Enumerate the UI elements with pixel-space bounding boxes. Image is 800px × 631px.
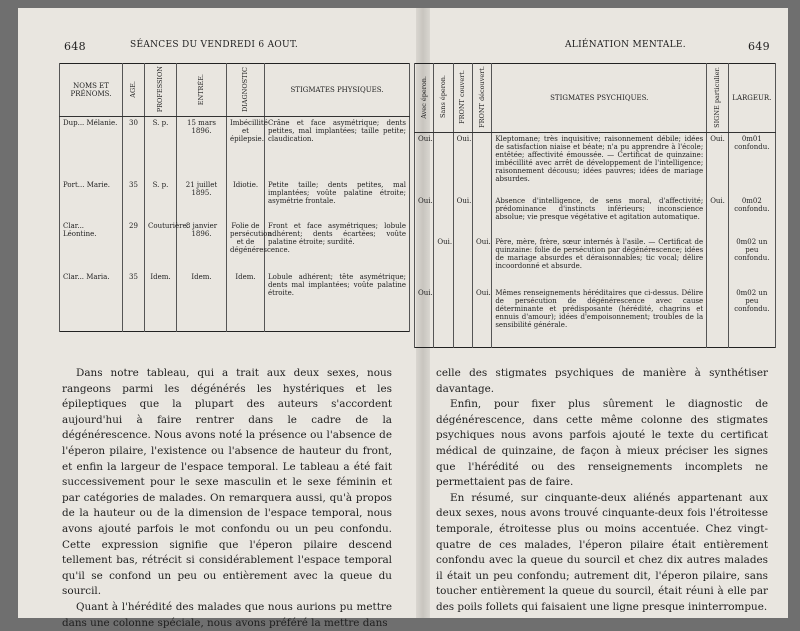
header-sans-eperon: Sans éperon. — [434, 64, 453, 133]
paragraph: Dans notre tableau, qui a trait aux deux sexes, nous rangeons parmi les dégénérés les hystériques et les épileptiques que la plupart des auteurs s'accordent aujourd'hui à faire rentrer dans le cadre de la dégénérescence. Nous avons noté la présence ou l'absence de l'éperon pilaire, l'existence ou l'absence de hauteur du front, et enfin la largeur de l'espace temporal. Le tableau a été fait successivement pour le sexe masculin et le sexe féminin et par catégories de malades. On remarquera aussi, qu'à propos de la hauteur ou de la dimension de l'espace temporal, nous avons ajouté parfois le mot confondu ou un peu confondu. Cette expression signifie que l'éperon pilaire descend tellement bas, rétrécit si considérablement l'espace temporal qu'il se confond un peu ou entièrement avec la queue du sourcil. — [62, 367, 392, 598]
cell-profession: Idem. — [145, 271, 177, 332]
cell-nom: Port... Marie. — [60, 179, 123, 220]
cell-front-decouvert: Oui. — [472, 287, 491, 348]
cell-stigmates-psychiques: Kleptomane; très inquisitive; raisonnement débile; idées de satisfaction niaise et béate; n'a pu apprendre à l'école; entêtée; affectivité émoussée. — Certificat de quinzaine: imbécillité avec arrêt de développement de l'intelligence; raisonnement décousu; idées pauvres; idées de mariage absurdes. — [492, 132, 707, 195]
cell-diagnostic: Imbécillité et épilepsie. — [227, 117, 265, 180]
cell-front-decouvert — [472, 195, 491, 236]
cell-front-couvert — [453, 236, 472, 287]
cell-front-couvert: Oui. — [453, 195, 472, 236]
table-row — [60, 220, 410, 271]
cell-nom: Clar... Léontine. — [60, 220, 123, 271]
table-row — [60, 271, 410, 332]
cell-entree: Idem. — [177, 271, 227, 332]
header-largeur: LARGEUR. — [728, 64, 775, 133]
right-page-number: 649 — [748, 40, 770, 53]
right-table — [414, 63, 776, 348]
cell-sans-eperon — [434, 195, 453, 236]
cell-largeur: 0m01 confondu. — [728, 132, 775, 195]
paragraph: Quant à l'hérédité des malades que nous aurions pu mettre dans une colonne spéciale, nous avons préféré la mettre dans — [62, 600, 392, 629]
cell-age: 35 — [123, 179, 145, 220]
header-avec-eperon: Avec éperon. — [415, 64, 434, 133]
cell-sans-eperon: Oui. — [434, 236, 453, 287]
cell-stigmates-psychiques: Père, mère, frère, sœur internés à l'asile. — Certificat de quinzaine: folie de persécution par dégénérescence; idées de mariage absurdes et déraisonnables; tic vocal; délire incoordonné et absurde. — [492, 236, 707, 287]
header-front-decouvert: FRONT découvert. — [472, 64, 491, 133]
right-table-header — [415, 64, 776, 133]
right-running-head: ALIÉNATION MENTALE. — [565, 40, 686, 50]
book-spread — [18, 8, 788, 629]
cell-largeur: 0m02 un peu confondu. — [728, 287, 775, 348]
cell-stigmates-physiques: Crâne et face asymétrique; dents petites, mal implantées; taille petite; claudication. — [265, 117, 410, 180]
cell-entree: 21 juillet 1895. — [177, 179, 227, 220]
cell-signe-particulier: Oui. — [707, 195, 728, 236]
cell-sans-eperon — [434, 132, 453, 195]
cell-front-decouvert — [472, 132, 491, 195]
cell-avec-eperon — [415, 236, 434, 287]
cell-diagnostic: Folie de persécution et de dégénérescence. — [227, 220, 265, 271]
table-row — [415, 195, 776, 236]
cell-signe-particulier — [707, 236, 728, 287]
cell-diagnostic: Idiotie. — [227, 179, 265, 220]
left-table — [59, 63, 410, 332]
right-body-text — [436, 366, 768, 616]
cell-largeur: 0m02 confondu. — [728, 195, 775, 236]
cell-stigmates-psychiques: Mêmes renseignements héréditaires que ci-dessus. Délire de persécution de dégénérescence avec cause déterminante et prédisposante (hérédité, chagrins et ennuis d'amour); idées d'empoisonnement; troubles de la sensibilité générale. — [492, 287, 707, 348]
header-stigmates-physiques: STIGMATES PHYSIQUES. — [265, 64, 410, 117]
table-row — [60, 179, 410, 220]
cell-nom: Dup... Mélanie. — [60, 117, 123, 180]
cell-entree: 15 mars 1896. — [177, 117, 227, 180]
header-entree: ENTRÉE. — [177, 64, 227, 117]
table-row — [415, 236, 776, 287]
cell-age: 30 — [123, 117, 145, 180]
cell-stigmates-physiques: Lobule adhérent; tête asymétrique; dents mal implantées; voûte palatine étroite. — [265, 271, 410, 332]
table-row — [415, 287, 776, 348]
paragraph: celle des stigmates psychiques de manière à synthétiser davantage. — [436, 367, 768, 395]
cell-largeur: 0m02 un peu confondu. — [728, 236, 775, 287]
cell-profession: S. p. — [145, 117, 177, 180]
cell-diagnostic: Idem. — [227, 271, 265, 332]
cell-stigmates-psychiques: Absence d'intelligence, de sens moral, d'affectivité; prédominance d'instincts inférieurs; inconscience absolue; vie presque végétative et agitation automatique. — [492, 195, 707, 236]
cell-profession: S. p. — [145, 179, 177, 220]
cell-entree: 8 janvier 1896. — [177, 220, 227, 271]
left-body-text — [62, 366, 392, 631]
header-age: AGE. — [123, 64, 145, 117]
left-page-number: 648 — [64, 40, 86, 53]
cell-age: 29 — [123, 220, 145, 271]
cell-avec-eperon: Oui. — [415, 132, 434, 195]
cell-sans-eperon — [434, 287, 453, 348]
header-signe-particulier: SIGNE particulier. — [707, 64, 728, 133]
cell-avec-eperon: Oui. — [415, 287, 434, 348]
header-stigmates-psychiques: STIGMATES PSYCHIQUES. — [492, 64, 707, 133]
cell-stigmates-physiques: Front et face asymétriques; lobule adhérent; dents écartées; voûte palatine étroite; surdité. — [265, 220, 410, 271]
paragraph: Enfin, pour fixer plus sûrement le diagnostic de dégénérescence, dans cette même colonne des stigmates psychiques nous avons parfois ajouté le texte du certificat médical de quinzaine, de façon à mieux préciser les signes que l'hérédité ou des renseignements incomplets ne permettaient pas de faire. — [436, 398, 768, 489]
header-profession: PROFESSION — [145, 64, 177, 117]
cell-nom: Clar... Maria. — [60, 271, 123, 332]
cell-profession: Couturière. — [145, 220, 177, 271]
cell-stigmates-physiques: Petite taille; dents petites, mal implantées; voûte palatine étroite; asymétrie frontale. — [265, 179, 410, 220]
left-table-header — [60, 64, 410, 117]
cell-front-couvert — [453, 287, 472, 348]
cell-signe-particulier — [707, 287, 728, 348]
left-running-head: SÉANCES DU VENDREDI 6 AOUT. — [130, 40, 299, 50]
cell-front-couvert: Oui. — [453, 132, 472, 195]
header-diagnostic: DIAGNOSTIC — [227, 64, 265, 117]
header-front-couvert: FRONT couvert. — [453, 64, 472, 133]
cell-front-decouvert: Oui. — [472, 236, 491, 287]
cell-age: 35 — [123, 271, 145, 332]
cell-signe-particulier: Oui. — [707, 132, 728, 195]
cell-avec-eperon: Oui. — [415, 195, 434, 236]
paragraph: En résumé, sur cinquante-deux aliénés appartenant aux deux sexes, nous avons trouvé cinquante-deux fois l'étroitesse temporale, étroitesse plus ou moins accentuée. Chez vingt-quatre de ces malades, l'éperon pilaire était entièrement confondu avec la queue du sourcil et chez dix autres malades il était un peu confondu; autrement dit, l'éperon pilaire, sans toucher entièrement la queue du sourcil, était réuni à elle par des poils follets qui faisaient une ligne presque ininterrompue. — [436, 491, 768, 613]
table-row — [415, 132, 776, 195]
header-noms: NOMS ET PRÉNOMS. — [60, 64, 123, 117]
table-row — [60, 117, 410, 180]
